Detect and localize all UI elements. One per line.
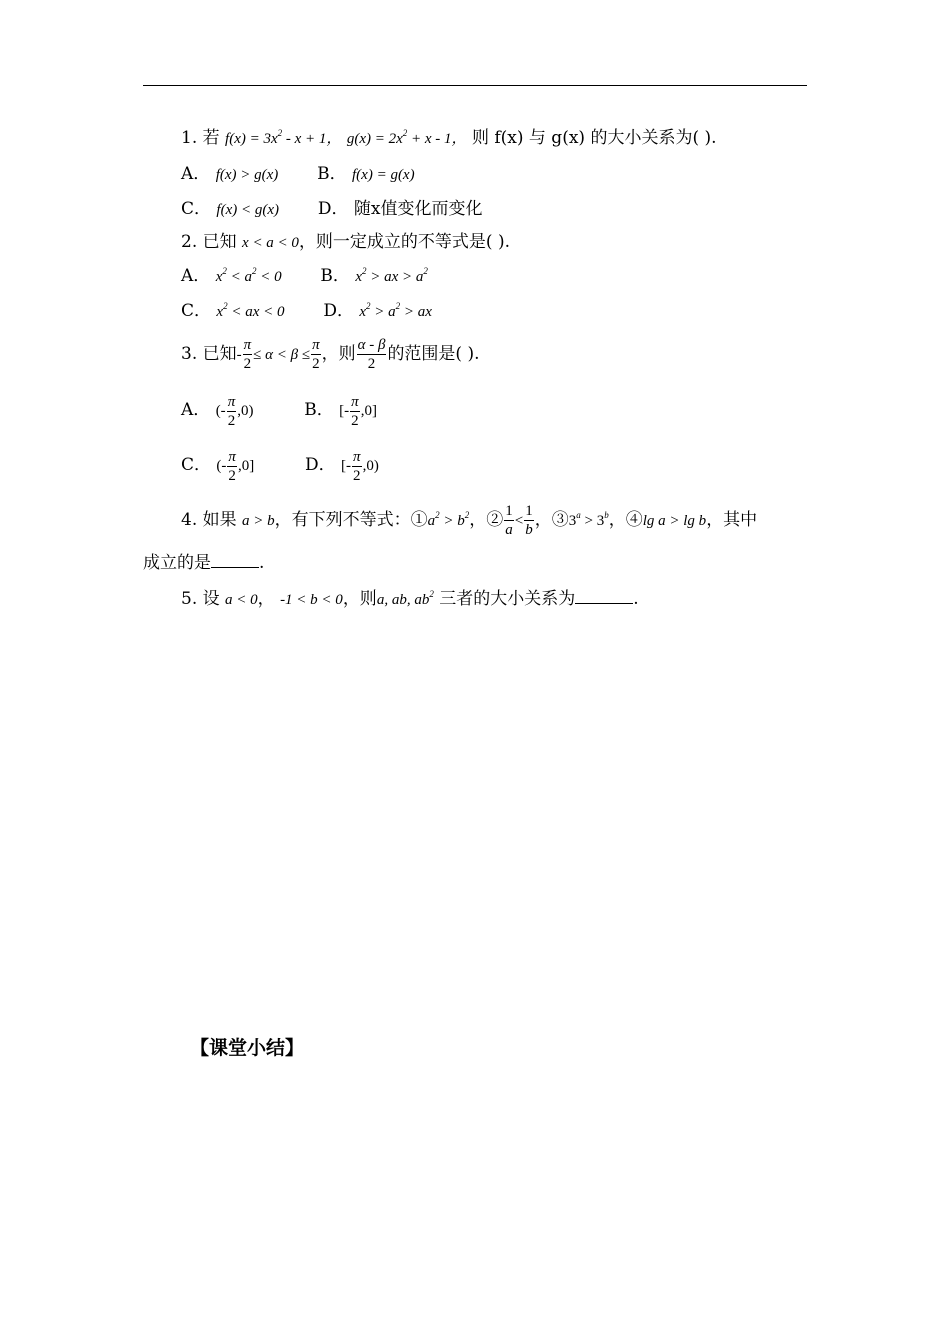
q3-option-c-label: C． bbox=[181, 455, 212, 475]
q3-option-c: (- $\frac{\pi}{2}$ ,0] bbox=[216, 449, 255, 485]
q1-f-def: $f(x) = 3x^2 - x + 1$， bbox=[225, 128, 342, 147]
q2-option-d: $x^2 > a^2$ > ax bbox=[359, 301, 432, 320]
q2-option-c: $x^2$ < ax < 0 bbox=[216, 301, 285, 320]
q4-text-5: ，其中 bbox=[706, 510, 758, 530]
q3-minus: - bbox=[236, 347, 242, 363]
q3-pi-over-2-left: $\frac{\pi}{2}$ bbox=[243, 337, 252, 372]
q5-separator: ， bbox=[257, 589, 275, 609]
q1-suffix: 则 f(x) 与 g(x) 的大小关系为( ). bbox=[471, 128, 717, 148]
q2-option-a: $x^2 < a^2 < 0$ bbox=[215, 266, 282, 285]
q2-options-ab bbox=[181, 265, 428, 288]
q5-answer-blank[interactable] bbox=[575, 589, 633, 604]
q5-period: . bbox=[633, 589, 639, 609]
q1-option-b-label: B． bbox=[317, 164, 347, 184]
q2-suffix: ，则一定成立的不等式是( ). bbox=[298, 232, 511, 252]
q1-option-c: f(x) < g(x) bbox=[216, 202, 280, 218]
header-rule bbox=[143, 85, 807, 86]
q4-text-2: ，② bbox=[469, 510, 504, 530]
q3-then: ，则 bbox=[321, 344, 356, 364]
q1-option-a: f(x) > g(x) bbox=[215, 167, 279, 183]
q4-text-4: ，④ bbox=[608, 510, 643, 530]
q3-suffix: 的范围是( ). bbox=[387, 344, 480, 364]
q3-option-b: [- $\frac{\pi}{2}$ ,0] bbox=[339, 394, 377, 430]
q1-option-d: 随x值变化而变化 bbox=[353, 199, 483, 219]
section-heading: 【课堂小结】 bbox=[190, 1037, 305, 1059]
q4-line-2 bbox=[143, 552, 264, 574]
q5-terms: a, ab, $ab^2$ bbox=[376, 589, 434, 608]
question-2 bbox=[181, 231, 510, 254]
q4-text-1: ，有下列不等式：① bbox=[274, 510, 428, 530]
question-3 bbox=[181, 334, 480, 375]
q4-one-over-b: $\frac{1}{b}$ bbox=[525, 503, 533, 538]
q3-options-ab bbox=[181, 390, 377, 431]
q4-answer-blank[interactable] bbox=[211, 553, 259, 568]
q1-option-c-label: C． bbox=[181, 199, 212, 219]
question-1 bbox=[181, 127, 717, 150]
q2-option-c-label: C． bbox=[181, 301, 212, 321]
q4-inequality-4: lg a > lg b bbox=[642, 513, 707, 529]
q4-inequality-1: $a^2 > b^2$ bbox=[427, 510, 470, 529]
q3-pi-over-2-right: $\frac{\pi}{2}$ bbox=[312, 337, 320, 372]
q3-target-fraction: $\frac{\alpha - \beta}{2}$ bbox=[357, 337, 386, 372]
q2-option-b: $x^2$ > ax > $a^2$ bbox=[355, 266, 428, 285]
q2-options-cd bbox=[181, 300, 432, 323]
q4-period: . bbox=[259, 553, 265, 573]
q5-condition-2: -1 < b < 0 bbox=[280, 592, 343, 608]
q5-text-1: ，则 bbox=[342, 589, 377, 609]
q1-option-a-label: A． bbox=[181, 164, 211, 184]
question-5 bbox=[181, 588, 639, 611]
q2-condition: x < a < 0 bbox=[242, 235, 299, 251]
q3-option-a-label: A． bbox=[181, 400, 211, 420]
q3-option-d-label: D． bbox=[305, 455, 336, 475]
q4-prefix: 4. 如果 bbox=[181, 510, 237, 530]
question-4 bbox=[181, 500, 757, 541]
q1-options-ab bbox=[181, 163, 415, 186]
q3-prefix: 3. 已知 bbox=[181, 344, 237, 364]
q5-condition-1: a < 0 bbox=[225, 592, 258, 608]
q4-one-over-a: $\frac{1}{a}$ bbox=[505, 503, 513, 538]
q2-option-a-label: A． bbox=[181, 266, 211, 286]
q4-condition: a > b bbox=[242, 513, 275, 529]
q3-options-cd bbox=[181, 445, 379, 486]
q3-option-b-label: B． bbox=[304, 400, 334, 420]
q5-prefix: 5. 设 bbox=[181, 589, 220, 609]
q4-text-3: ，③ bbox=[534, 510, 569, 530]
q1-g-def: $g(x) = 2x^2 + x - 1$， bbox=[346, 128, 467, 147]
q2-prefix: 2. 已知 bbox=[181, 232, 237, 252]
q3-option-a: (- $\frac{\pi}{2}$ ,0) bbox=[215, 394, 254, 430]
q4-inequality-3: $3^a > 3^b$ bbox=[568, 510, 609, 529]
q1-option-b: f(x) = g(x) bbox=[352, 167, 415, 183]
q2-option-b-label: B． bbox=[320, 266, 350, 286]
q4-line-2-text: 成立的是 bbox=[143, 553, 211, 573]
q1-option-d-label: D． bbox=[317, 199, 349, 219]
q5-suffix: 三者的大小关系为 bbox=[439, 589, 576, 609]
q3-range: ≤ α < β ≤ bbox=[253, 347, 311, 363]
q1-options-cd bbox=[181, 198, 482, 221]
q3-option-d: [- $\frac{\pi}{2}$ ,0) bbox=[341, 449, 379, 485]
q4-less-than: < bbox=[514, 513, 524, 529]
q2-option-d-label: D． bbox=[323, 301, 354, 321]
q1-prefix: 1. 若 bbox=[181, 128, 220, 148]
